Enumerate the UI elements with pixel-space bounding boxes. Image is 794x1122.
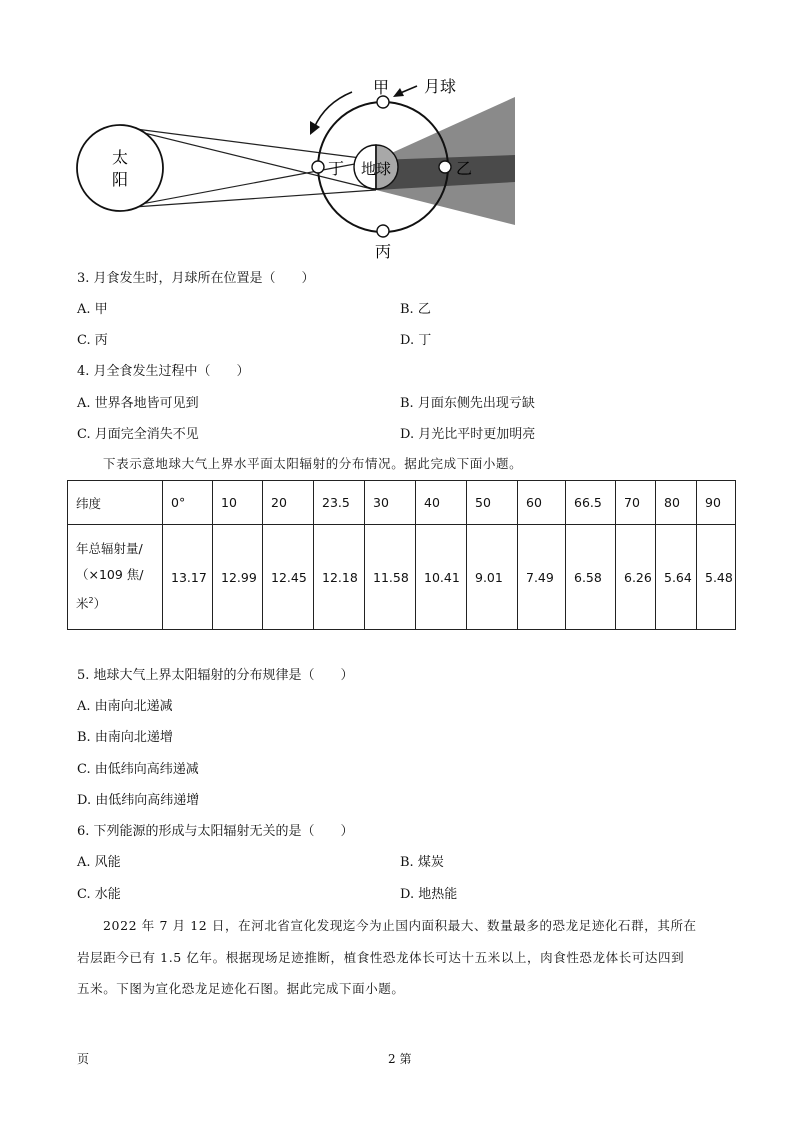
radiation-value-cell: 5.48 <box>697 525 736 630</box>
row-label-close: ） <box>93 596 107 612</box>
passage-line-1: 2022 年 7 月 12 日，在河北省宣化发现迄今为止国内面积最大、数量最多的恐龙足迹化石群，其所在 <box>103 918 697 933</box>
latitude-cell: 23.5 <box>314 481 365 525</box>
question-6-option-d[interactable]: D. 地热能 <box>400 887 458 902</box>
latitude-cell: 50 <box>467 481 518 525</box>
question-4-option-d[interactable]: D. 月光比平时更加明亮 <box>400 427 536 442</box>
row-label-superscript: 2 <box>88 596 94 606</box>
question-6-option-a[interactable]: A. 风能 <box>77 855 121 870</box>
question-3-stem: 3. 月食发生时，月球所在位置是（ ） <box>77 271 315 286</box>
moon-label: 月球 <box>423 77 457 96</box>
latitude-cell: 0° <box>163 481 213 525</box>
latitude-cell: 90 <box>697 481 736 525</box>
label-bing: 丙 <box>374 242 392 261</box>
footer-left: 页 <box>77 1052 90 1066</box>
latitude-cell: 10 <box>213 481 263 525</box>
radiation-value-cell: 10.41 <box>416 525 467 630</box>
sun-label-2: 阳 <box>111 170 129 189</box>
question-5-stem: 5. 地球大气上界太阳辐射的分布规律是（ ） <box>77 668 354 683</box>
question-5-option-a[interactable]: A. 由南向北递减 <box>77 699 173 714</box>
orbit-direction-arrow <box>314 92 352 128</box>
latitude-cell: 20 <box>263 481 314 525</box>
latitude-cell: 70 <box>616 481 656 525</box>
radiation-value-cell: 7.49 <box>518 525 566 630</box>
question-6-option-b[interactable]: B. 煤炭 <box>400 855 444 870</box>
question-5-option-c[interactable]: C. 由低纬向高纬递减 <box>77 762 199 777</box>
latitude-cell: 60 <box>518 481 566 525</box>
passage-line-2: 岩层距今已有 1.5 亿年。根据现场足迹推断，植食性恐龙体长可达十五米以上，肉食性恐龙体长可达四到 <box>77 950 685 965</box>
row-label-line-3 <box>76 588 162 617</box>
table-header-label: 纬度 <box>68 481 163 525</box>
passage-line-3: 五米。下图为宣化恐龙足迹化石图。据此完成下面小题。 <box>77 981 405 996</box>
row-label-line-2: （×109 焦/ <box>76 567 144 583</box>
question-5-option-d[interactable]: D. 由低纬向高纬递增 <box>77 793 200 808</box>
question-6-option-c[interactable]: C. 水能 <box>77 887 121 902</box>
latitude-cell: 80 <box>656 481 697 525</box>
table-value-row <box>68 525 736 630</box>
radiation-value-cell: 9.01 <box>467 525 518 630</box>
radiation-value-cell: 6.58 <box>566 525 616 630</box>
radiation-value-cell: 11.58 <box>365 525 416 630</box>
question-6-stem: 6. 下列能源的形成与太阳辐射无关的是（ ） <box>77 824 354 839</box>
label-yi: 乙 <box>455 159 473 178</box>
question-5-option-b[interactable]: B. 由南向北递增 <box>77 730 173 745</box>
radiation-value-cell: 12.45 <box>263 525 314 630</box>
table-intro: 下表示意地球大气上界水平面太阳辐射的分布情况。据此完成下面小题。 <box>103 456 523 471</box>
table-row-label <box>68 525 163 630</box>
question-3-option-c[interactable]: C. 丙 <box>77 333 108 348</box>
radiation-value-cell: 12.18 <box>314 525 365 630</box>
radiation-value-cell: 5.64 <box>656 525 697 630</box>
label-ding: 丁 <box>327 159 345 178</box>
latitude-cell: 66.5 <box>566 481 616 525</box>
moon-position-yi <box>439 161 451 173</box>
question-3-option-b[interactable]: B. 乙 <box>400 302 431 317</box>
row-label-unit: 米 <box>76 596 89 612</box>
question-4-option-c[interactable]: C. 月面完全消失不见 <box>77 427 199 442</box>
latitude-cell: 40 <box>416 481 467 525</box>
moon-position-bing <box>377 225 389 237</box>
label-jia: 甲 <box>372 78 390 97</box>
question-4-stem: 4. 月全食发生过程中（ ） <box>77 364 250 379</box>
radiation-value-cell: 6.26 <box>616 525 656 630</box>
radiation-value-cell: 12.99 <box>213 525 263 630</box>
sun <box>77 125 163 211</box>
table-header-row <box>68 481 736 525</box>
latitude-cell: 30 <box>365 481 416 525</box>
sun-label: 太 <box>111 148 129 167</box>
radiation-table <box>67 480 736 630</box>
question-3-option-a[interactable]: A. 甲 <box>77 302 108 317</box>
question-3-option-d[interactable]: D. 丁 <box>400 333 432 348</box>
row-label-line-1: 年总辐射量/ <box>76 541 143 557</box>
footer-page-number: 2 第 <box>388 1052 412 1066</box>
radiation-value-cell: 13.17 <box>163 525 213 630</box>
question-4-option-a[interactable]: A. 世界各地皆可见到 <box>77 396 199 411</box>
moon-position-ding <box>312 161 324 173</box>
eclipse-diagram <box>0 0 794 270</box>
moon-position-jia <box>377 96 389 108</box>
question-4-option-b[interactable]: B. 月面东侧先出现亏缺 <box>400 396 535 411</box>
earth-label: 地球 <box>360 160 392 178</box>
